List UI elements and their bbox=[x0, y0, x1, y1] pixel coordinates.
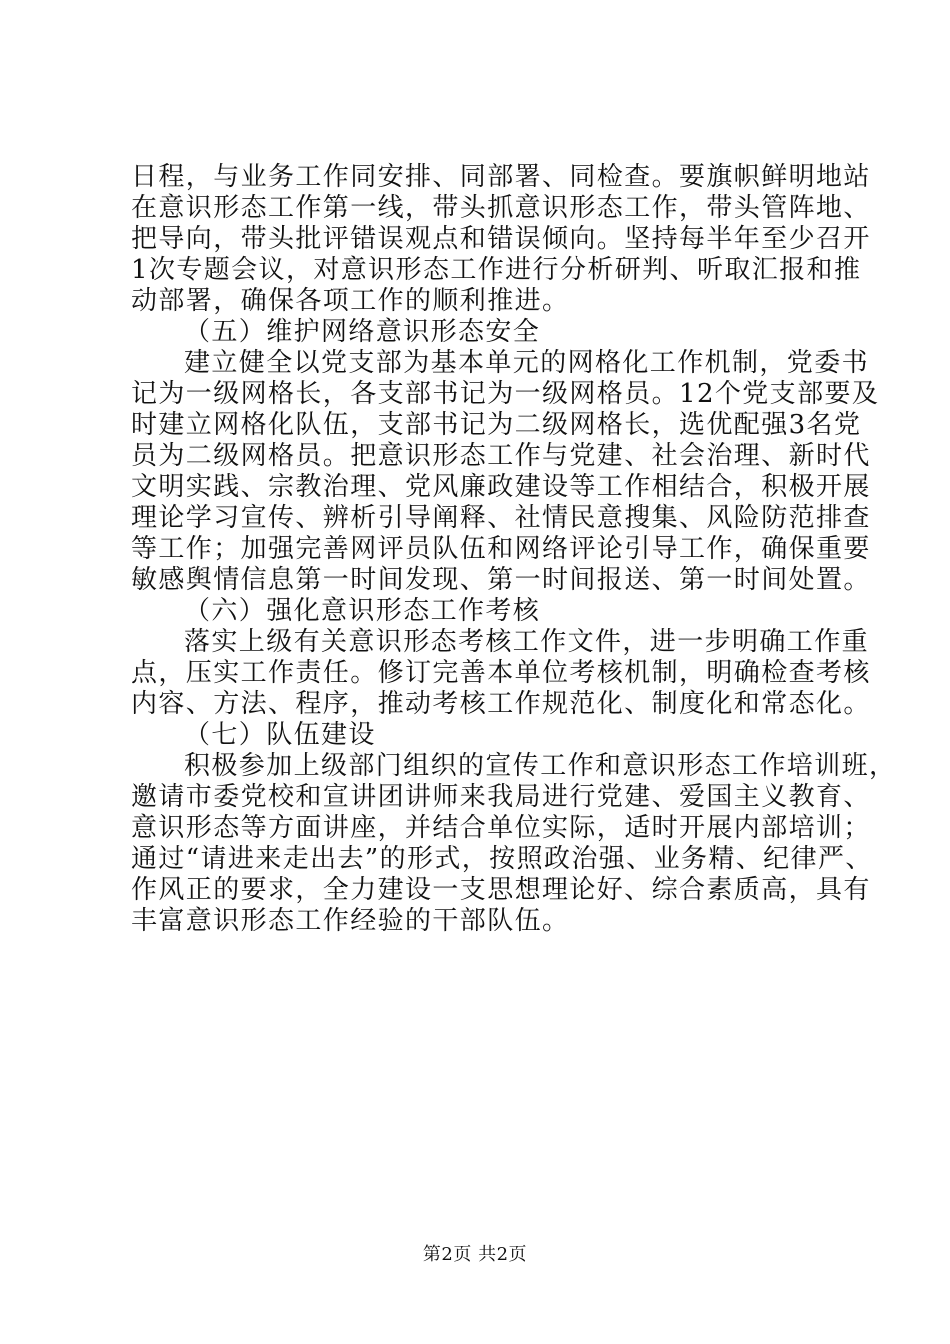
body-line: 邀请市委党校和宣讲团讲师来我局进行党建、爱国主义教育、 bbox=[131, 782, 871, 812]
section-heading-6: （六）强化意识形态工作考核 bbox=[184, 596, 541, 626]
body-line: 内容、方法、程序，推动考核工作规范化、制度化和常态化。 bbox=[131, 689, 871, 719]
body-line: 日程，与业务工作同安排、同部署、同检查。要旗帜鲜明地站 bbox=[131, 162, 871, 192]
body-line: 点，压实工作责任。修订完善本单位考核机制，明确检查考核 bbox=[131, 658, 871, 688]
document-body bbox=[131, 162, 897, 937]
body-line: 把导向，带头批评错误观点和错误倾向。坚持每半年至少召开 bbox=[131, 224, 871, 254]
body-line: 通过“请进来走出去”的形式，按照政治强、业务精、纪律严、 bbox=[131, 844, 873, 874]
body-line: 文明实践、宗教治理、党风廉政建设等工作相结合，积极开展 bbox=[131, 472, 871, 502]
page-footer: 第2页 共2页 bbox=[422, 1244, 528, 1265]
body-line: 1次专题会议，对意识形态工作进行分析研判、听取汇报和推 bbox=[131, 255, 862, 285]
body-line: 动部署，确保各项工作的顺利推进。 bbox=[131, 286, 570, 316]
body-line: 等工作；加强完善网评员队伍和网络评论引导工作，确保重要 bbox=[131, 534, 871, 564]
body-line: 意识形态等方面讲座，并结合单位实际，适时开展内部培训； bbox=[131, 813, 871, 843]
section-heading-5: （五）维护网络意识形态安全 bbox=[184, 317, 541, 347]
body-line: 在意识形态工作第一线，带头抓意识形态工作，带头管阵地、 bbox=[131, 193, 871, 223]
body-line: 丰富意识形态工作经验的干部队伍。 bbox=[131, 906, 570, 936]
paragraph-first-line: 建立健全以党支部为基本单元的网格化工作机制，党委书 bbox=[184, 348, 870, 378]
section-heading-7: （七）队伍建设 bbox=[184, 720, 376, 750]
body-line: 理论学习宣传、辨析引导阐释、社情民意搜集、风险防范排查 bbox=[131, 503, 871, 533]
body-line: 记为一级网格长，各支部书记为一级网格员。12个党支部要及 bbox=[131, 379, 880, 409]
body-line: 作风正的要求，全力建设一支思想理论好、综合素质高，具有 bbox=[131, 875, 871, 905]
body-line: 敏感舆情信息第一时间发现、第一时间报送、第一时间处置。 bbox=[131, 565, 871, 595]
paragraph-first-line: 落实上级有关意识形态考核工作文件，进一步明确工作重 bbox=[184, 627, 870, 657]
body-line: 员为二级网格员。把意识形态工作与党建、社会治理、新时代 bbox=[131, 441, 871, 471]
body-line: 时建立网格化队伍，支部书记为二级网格长，选优配强3名党 bbox=[131, 410, 862, 440]
paragraph-first-line: 积极参加上级部门组织的宣传工作和意识形态工作培训班， bbox=[184, 751, 897, 781]
